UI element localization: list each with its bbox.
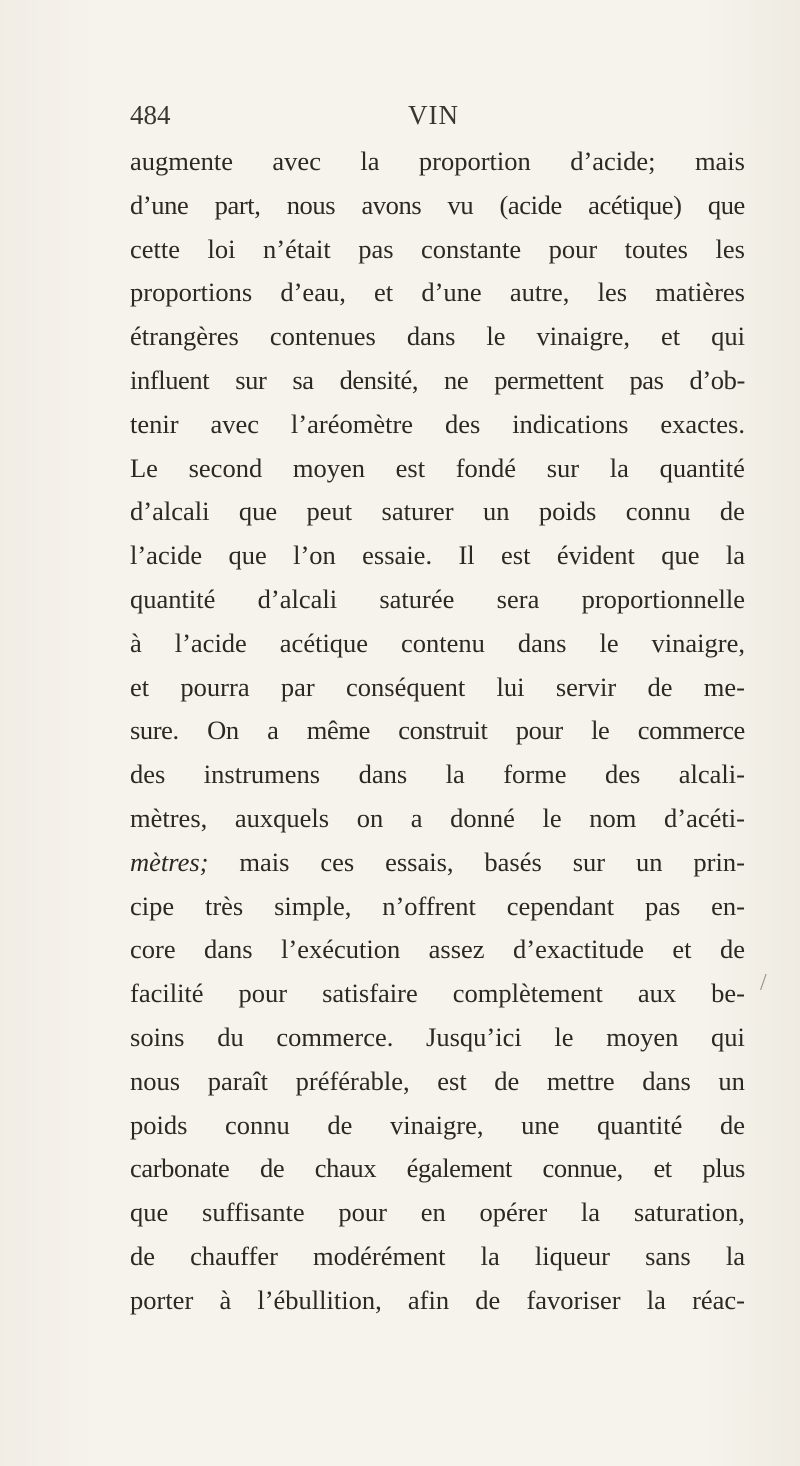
text-line [130, 228, 745, 272]
word: l’aréomètre [290, 408, 414, 439]
word: le [599, 627, 619, 658]
word: a [267, 715, 279, 746]
word: complètement [452, 978, 603, 1009]
word: essaie. [362, 540, 433, 571]
word: pourra [180, 671, 250, 702]
word: conséquent [346, 671, 466, 702]
word: proportions [130, 277, 253, 308]
word: pas [358, 233, 394, 264]
body-text [130, 140, 745, 1323]
word: nom [589, 802, 637, 833]
word: de [494, 1065, 520, 1096]
word: poids [538, 496, 597, 527]
text-line [130, 1060, 745, 1104]
word: que [661, 540, 700, 571]
text-line [130, 622, 745, 666]
word: moyen [606, 1021, 679, 1052]
word: l’on [293, 540, 336, 571]
word: proportion [418, 146, 531, 176]
italic-word: mètres; [130, 846, 209, 877]
word: instrumens [203, 759, 321, 790]
word: sur [546, 452, 580, 483]
word: le [554, 1021, 574, 1052]
word: un [718, 1065, 745, 1096]
word: préférable, [295, 1065, 410, 1096]
word: en [420, 1197, 446, 1228]
word: densité, [339, 364, 419, 395]
word: satisfaire [322, 978, 418, 1009]
word: des [130, 759, 166, 790]
text-line [130, 928, 745, 972]
word: forme [503, 759, 567, 790]
text-line [130, 1279, 745, 1323]
word: de [475, 1284, 501, 1315]
text-line [130, 666, 745, 710]
word: et [653, 1153, 672, 1184]
word: permettent [494, 364, 604, 395]
word: pas [644, 890, 681, 921]
word: un [483, 496, 510, 527]
word: be- [711, 978, 745, 1009]
word: indications [512, 408, 629, 439]
text-line [130, 1191, 745, 1235]
word: même [306, 715, 370, 746]
word: essais, [385, 846, 454, 877]
word: sur [572, 846, 606, 877]
word: étrangères [130, 321, 239, 352]
word: mettre [546, 1065, 615, 1096]
word: commerce [637, 715, 745, 746]
word: core [130, 934, 176, 965]
margin-mark: / [760, 970, 767, 996]
word: la [725, 540, 745, 571]
word: chauffer [190, 1240, 278, 1271]
text-line [130, 797, 745, 841]
word: pour [515, 715, 563, 746]
word: que [707, 189, 745, 220]
word: d’alcali [257, 583, 338, 614]
word: acétique) [588, 189, 682, 220]
word: contenues [269, 321, 376, 352]
word: le [486, 321, 506, 352]
word: auxquels [234, 802, 330, 833]
word: vinaigre, [536, 321, 630, 352]
word: basés [484, 846, 542, 877]
word: a [410, 802, 423, 833]
word: la [360, 146, 380, 176]
word: nous [286, 189, 336, 220]
word: la [480, 1240, 500, 1271]
text-line [130, 1016, 745, 1060]
word: saturée [379, 583, 455, 614]
word: soins [130, 1021, 185, 1052]
word: commerce. [276, 1021, 394, 1052]
word: très [204, 890, 244, 921]
word: chaux [314, 1153, 377, 1184]
word: favoriser [526, 1284, 621, 1315]
word: quantité [659, 452, 745, 483]
word: de [130, 1240, 156, 1271]
word: d’une [421, 277, 482, 308]
word: alcali- [678, 759, 745, 790]
word: le [591, 715, 610, 746]
word: d’eau, [280, 277, 346, 308]
text-line [130, 841, 745, 885]
word: matières [655, 277, 745, 308]
word: connu [625, 496, 691, 527]
word: la [609, 452, 629, 483]
word: acétique [279, 627, 369, 658]
word: avec [210, 408, 260, 439]
word: mètres, [130, 802, 208, 833]
word: cependant [506, 890, 615, 921]
word: les [597, 277, 628, 308]
running-head: VIN [408, 100, 459, 130]
word: aux [637, 978, 677, 1009]
text-line [130, 1104, 745, 1148]
word: pour [338, 1197, 387, 1228]
text-line [130, 885, 745, 929]
word: cette [130, 233, 181, 264]
word: de [259, 1153, 285, 1184]
word: connu [225, 1109, 290, 1140]
word: vinaigre, [390, 1109, 484, 1140]
word: d’exactitude [513, 934, 644, 965]
word: prin- [693, 846, 745, 877]
text-line [130, 403, 745, 447]
word: que [228, 540, 267, 571]
word: donné [450, 802, 515, 833]
word: (acide [499, 189, 562, 220]
word: toutes [624, 233, 688, 264]
word: une [521, 1109, 560, 1140]
word: de [647, 671, 673, 702]
word: des [604, 759, 641, 790]
word: dans [358, 759, 408, 790]
word: vinaigre, [651, 627, 745, 658]
word: moyen [292, 452, 365, 483]
word: servir [555, 671, 617, 702]
word: autre, [509, 277, 570, 308]
word: évident [556, 540, 635, 571]
word: que [238, 496, 278, 527]
word: est [395, 452, 426, 483]
word: opérer [479, 1197, 548, 1228]
word: l’exécution [281, 934, 401, 965]
word: la [725, 1240, 745, 1271]
word: influent [130, 364, 210, 395]
word: second [188, 452, 263, 483]
text-line [130, 578, 745, 622]
word: également [406, 1153, 512, 1184]
word: quantité [130, 583, 216, 614]
word: dans [406, 321, 456, 352]
word: par [280, 671, 315, 702]
word: avons [361, 189, 422, 220]
word: afin [407, 1284, 450, 1315]
word: de [719, 934, 745, 965]
word: proportionnelle [581, 583, 745, 614]
word: Jusqu’ici [426, 1021, 522, 1052]
word: connue, [542, 1153, 623, 1184]
word: on [356, 802, 384, 833]
text-line [130, 753, 745, 797]
word: pour [238, 978, 288, 1009]
word: paraît [207, 1065, 269, 1096]
word: constante [421, 233, 522, 264]
word: sur [235, 364, 267, 395]
word: tenir [130, 408, 179, 439]
word: de [719, 1109, 745, 1140]
word: que [130, 1197, 169, 1228]
word: et [672, 934, 692, 965]
word: vu [447, 189, 474, 220]
word: réac- [692, 1284, 745, 1315]
word: On [207, 715, 239, 746]
text-line [130, 534, 745, 578]
word: la [646, 1284, 666, 1315]
word: d’alcali [130, 496, 210, 527]
word: le [542, 802, 562, 833]
word: n’offrent [382, 890, 476, 921]
word: d’acide; [570, 146, 656, 176]
word: poids [130, 1109, 188, 1140]
word: n’était [263, 233, 331, 264]
word: et [374, 277, 394, 308]
word: l’ébullition, [257, 1284, 382, 1315]
text-line [130, 315, 745, 359]
word: cipe [130, 890, 175, 921]
word: plus [702, 1153, 745, 1184]
word: l’acide [174, 627, 247, 658]
page-header [130, 100, 740, 140]
text-line [130, 359, 745, 403]
word: en- [711, 890, 745, 921]
text-line [130, 490, 745, 534]
text-line [130, 1235, 745, 1279]
word: ne [444, 364, 469, 395]
word: d’une [130, 189, 189, 220]
word: mais [239, 846, 290, 877]
word: modérément [313, 1240, 446, 1271]
word: à [219, 1284, 232, 1315]
word: dans [517, 627, 567, 658]
word: un [636, 846, 663, 877]
word: à [130, 627, 142, 658]
word: carbonate [130, 1153, 230, 1184]
word: Le [130, 452, 158, 483]
word: assez [428, 934, 485, 965]
text-line [130, 447, 745, 491]
text-line [130, 184, 745, 228]
word: nous [130, 1065, 181, 1096]
page-number: 484 [130, 100, 171, 130]
word: pour [548, 233, 598, 264]
word: des [444, 408, 481, 439]
word: quantité [596, 1109, 683, 1140]
word: porter [130, 1284, 194, 1315]
word: dans [642, 1065, 691, 1096]
word: sera [496, 583, 540, 614]
word: avec [272, 146, 321, 176]
word: me- [703, 671, 745, 702]
word: peut [306, 496, 353, 527]
word: mais [694, 146, 745, 176]
word: saturation, [633, 1197, 745, 1228]
word: et [130, 671, 150, 702]
word: d’acéti- [664, 802, 745, 833]
word: d’ob- [689, 364, 745, 395]
text-line [130, 709, 745, 753]
word: qui [711, 321, 745, 352]
word: la [445, 759, 465, 790]
word [130, 841, 209, 885]
word: ces [320, 846, 355, 877]
text-line [130, 1147, 745, 1191]
word: simple, [274, 890, 352, 921]
word: sure. [130, 715, 179, 746]
word: suffisante [202, 1197, 305, 1228]
word: est [501, 540, 531, 571]
word: fondé [455, 452, 517, 483]
word: saturer [381, 496, 454, 527]
word: l’acide [130, 540, 203, 571]
word: de [327, 1109, 353, 1140]
word: liqueur [534, 1240, 610, 1271]
word: dans [204, 934, 253, 965]
text-line [130, 140, 745, 184]
word: les [715, 233, 745, 264]
word: du [217, 1021, 244, 1052]
word: Il [458, 540, 475, 571]
text-line [130, 972, 745, 1016]
word: qui [711, 1021, 745, 1052]
word: et [661, 321, 681, 352]
word: construit [398, 715, 488, 746]
word: sans [645, 1240, 691, 1271]
word: sa [292, 364, 314, 395]
word: est [437, 1065, 467, 1096]
word: exactes. [660, 408, 745, 439]
word: lui [496, 671, 525, 702]
word: loi [207, 233, 236, 264]
word: contenu [401, 627, 485, 658]
word: augmente [130, 146, 234, 176]
word: facilité [130, 978, 204, 1009]
word: part, [214, 189, 261, 220]
text-line [130, 271, 745, 315]
word: la [580, 1197, 601, 1228]
word: de [719, 496, 745, 527]
word: pas [629, 364, 664, 395]
